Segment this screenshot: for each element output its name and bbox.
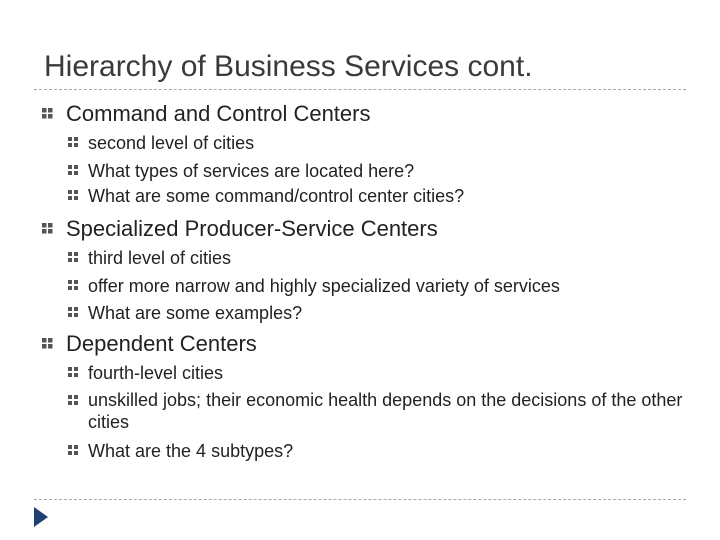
list-item: offer more narrow and highly specialized variety of services bbox=[88, 276, 560, 296]
bullet-marker-icon bbox=[42, 108, 53, 119]
bullet-marker-icon bbox=[42, 338, 53, 349]
sub-bullet-marker-icon bbox=[68, 190, 78, 200]
section-heading-producer-service-centers: Specialized Producer-Service Centers bbox=[66, 216, 438, 241]
section-heading-dependent-centers: Dependent Centers bbox=[66, 331, 257, 356]
sub-bullet-marker-icon bbox=[68, 165, 78, 175]
list-item: What are the 4 subtypes? bbox=[88, 441, 294, 461]
sub-bullet-marker-icon bbox=[68, 367, 78, 377]
sub-bullet-marker-icon bbox=[68, 280, 78, 290]
sub-bullet-marker-icon bbox=[68, 445, 78, 455]
list-item: What types of services are located here? bbox=[88, 161, 415, 181]
sub-bullet-marker-icon bbox=[68, 252, 78, 262]
section-heading-command-centers: Command and Control Centers bbox=[66, 101, 371, 126]
list-item: third level of cities bbox=[88, 248, 232, 268]
sub-bullet-marker-icon bbox=[68, 395, 78, 405]
play-arrow-icon bbox=[34, 507, 48, 527]
sub-bullet-marker-icon bbox=[68, 137, 78, 147]
list-item: unskilled jobs; their economic health depends on the decisions of the other cities bbox=[88, 390, 683, 432]
list-item: second level of cities bbox=[88, 133, 255, 153]
bullet-marker-icon bbox=[42, 223, 53, 234]
footer-divider bbox=[34, 499, 686, 500]
list-item: What are some command/control center cities? bbox=[88, 186, 465, 206]
list-item: What are some examples? bbox=[88, 303, 303, 323]
title-divider bbox=[34, 89, 686, 90]
slide-title: Hierarchy of Business Services cont. bbox=[44, 50, 533, 83]
sub-bullet-marker-icon bbox=[68, 307, 78, 317]
list-item: fourth-level cities bbox=[88, 363, 224, 383]
